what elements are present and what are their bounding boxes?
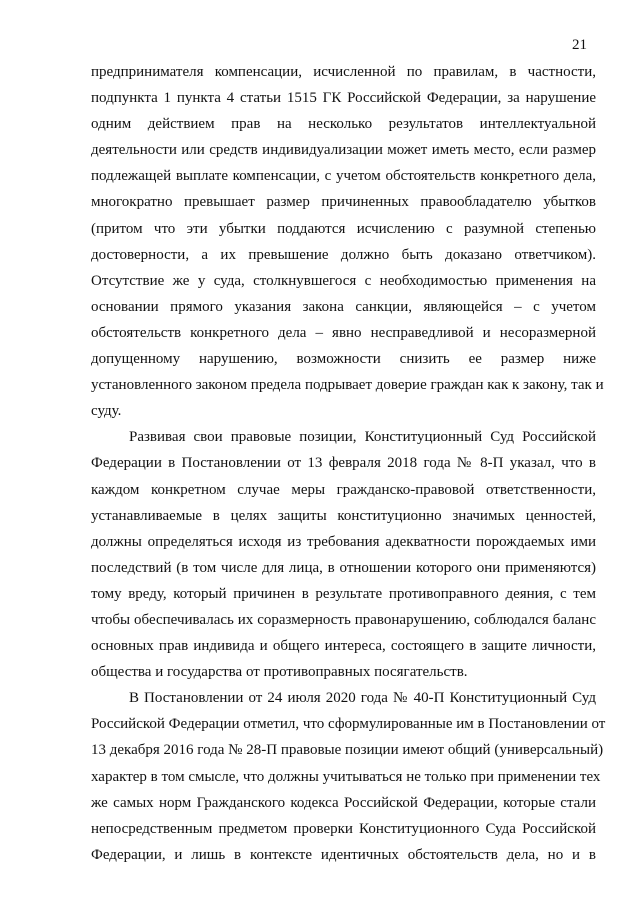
text-line: чтобы обеспечивалась их соразмерность правонарушению, соблюдался баланс — [91, 611, 596, 628]
text-line: деятельности или средств индивидуализации может иметь место, если размер — [91, 142, 596, 159]
text-line: основных прав индивида и общего интереса, состоящего в защите личности, — [91, 638, 596, 655]
text-line: Развивая свои правовые позиции, Конституционный Суд Российской — [129, 429, 596, 446]
text-line: подпункта 1 пункта 4 статьи 1515 ГК Российской Федерации, за нарушение — [91, 90, 596, 107]
text-line: обстоятельств конкретного дела – явно несправедливой и несоразмерной — [91, 324, 596, 341]
text-line: допущенному нарушению, возможности снизить ее размер ниже — [91, 351, 596, 368]
text-line: многократно превышает размер причиненных правообладателю убытков — [91, 194, 596, 211]
text-line: предпринимателя компенсации, исчисленной по правилам, в частности, — [91, 64, 596, 80]
body-text — [91, 59, 606, 868]
text-line: устанавливаемые в целях защиты конституционно значимых ценностей, — [91, 507, 596, 524]
text-line: характер в том смысле, что должны учитываться не только при применении тех — [91, 768, 601, 785]
text-line: суду. — [91, 403, 122, 420]
text-line: же самых норм Гражданского кодекса Российской Федерации, которые стали — [91, 794, 596, 811]
text-line: непосредственным предметом проверки Конституционного Суда Российской — [91, 820, 596, 837]
paragraph — [91, 424, 596, 685]
paragraph — [91, 59, 604, 424]
text-line: общества и государства от противоправных посягательств. — [91, 664, 468, 681]
text-line: каждом конкретном случае меры гражданско-правовой ответственности, — [91, 481, 596, 498]
text-line: 13 декабря 2016 года № 28-П правовые позиции имеют общий (универсальный) — [91, 742, 604, 759]
text-line: Федерации, и лишь в контексте идентичных обстоятельств дела, но и в — [91, 846, 596, 863]
text-line: установленного законом предела подрывает доверие граждан как к закону, так и — [91, 377, 604, 394]
text-line: В Постановлении от 24 июля 2020 года № 40-П Конституционный Суд — [129, 690, 596, 707]
text-line: подлежащей выплате компенсации, с учетом обстоятельств конкретного дела, — [91, 168, 596, 185]
text-line: Отсутствие же у суда, столкнувшегося с необходимостью применения на — [91, 272, 596, 289]
text-line: тому вреду, который причинен в результате противоправного деяния, с тем — [91, 585, 596, 602]
text-line: должны определяться исходя из требования адекватности порождаемых ими — [91, 533, 596, 550]
text-line: Федерации в Постановлении от 13 февраля 2018 года № 8-П указал, что в — [91, 455, 596, 472]
text-line: основании прямого указания закона санкции, являющейся – с учетом — [91, 298, 596, 315]
text-line: (притом что эти убытки поддаются исчислению с разумной степенью — [91, 220, 596, 237]
page-number: 21 — [572, 37, 587, 53]
text-line: Российской Федерации отметил, что сформулированные им в Постановлении от — [91, 716, 606, 733]
text-line: одним действием прав на несколько результатов интеллектуальной — [91, 116, 596, 133]
text-line: последствий (в том числе для лица, в отношении которого они применяются) — [91, 559, 596, 576]
paragraph — [91, 685, 606, 868]
text-line: достоверности, а их превышение должно быть доказано ответчиком). — [91, 246, 596, 263]
